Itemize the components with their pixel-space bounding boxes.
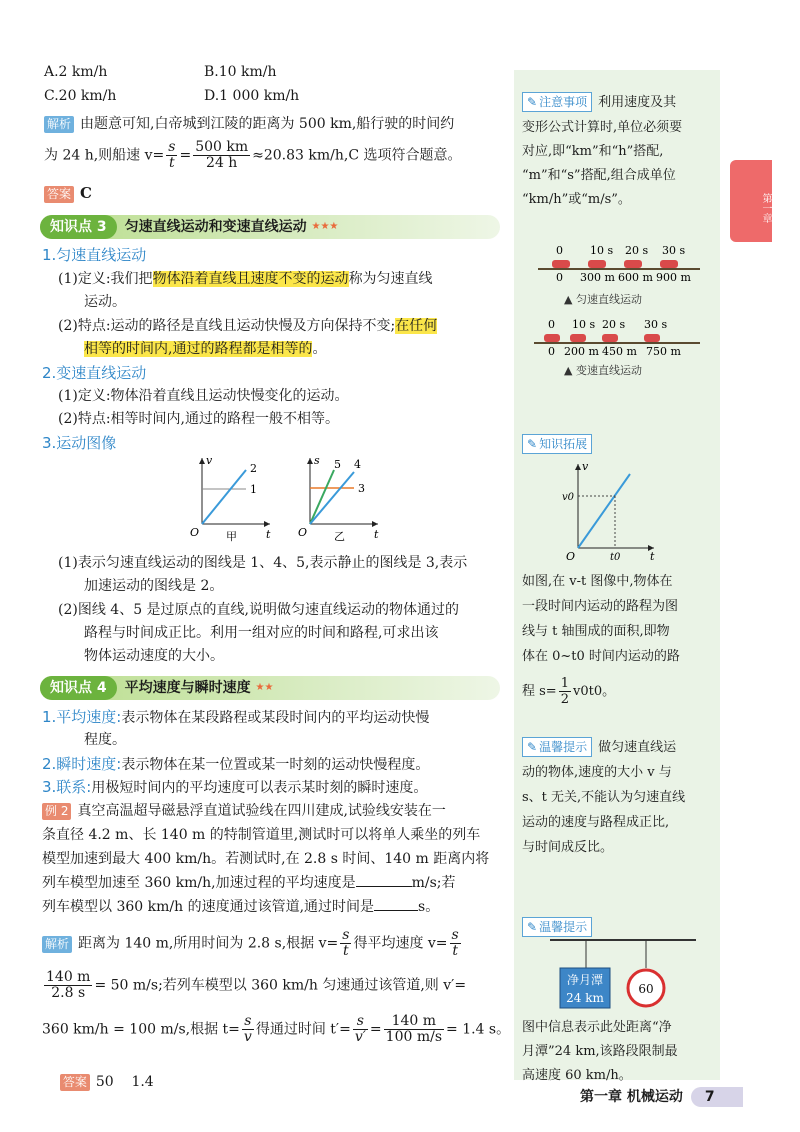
uniform-definition-cont: 运动。 (84, 294, 126, 310)
tip-line-2: 动的物体,速度的大小 v 与 (522, 765, 672, 780)
fraction-s-t-3: $\frac{s}{t}$ (451, 927, 459, 959)
extension-line-2: 一段时间内运动的路程为图 (522, 599, 679, 614)
graph-note-1b: 加速运动的图线是 2。 (84, 578, 224, 594)
svg-text:750 m: 750 m (646, 345, 681, 358)
option-d: D.1 000 km/h (204, 88, 300, 104)
graph-b-y-label: s (314, 454, 320, 467)
svg-text:30 s: 30 s (644, 318, 668, 331)
tip-line-5: 与时间成反比。 (522, 840, 614, 855)
graph-note-2a: (2)图线 4、5 是过原点的直线,说明做匀速直线运动的物体通过的 (58, 602, 459, 618)
svg-text:20 s: 20 s (602, 318, 626, 331)
fraction-140-100: $\frac{140 m}{100 m/s}$ (385, 1013, 443, 1045)
kp3-title: 匀速直线运动和变速直线运动 (124, 219, 307, 235)
tip2-tag-row (522, 916, 598, 939)
uniform-cars (538, 244, 700, 306)
svg-text:0: 0 (556, 271, 563, 284)
kp3-stars: ★★★ (311, 221, 339, 232)
car-icon (544, 334, 560, 342)
graph-a-x-label: t (266, 528, 271, 541)
instant-speed: 2.瞬时速度:表示物体在某一位置或某一时刻的运动快慢程度。 (42, 755, 430, 773)
ext-graph-t0: t0 (610, 552, 621, 563)
heading-motion-graphs: 3.运动图像 (42, 434, 117, 452)
option-b: B.10 km/h (204, 64, 277, 80)
analysis-1-line-1: 解析 由题意可知,白帝城到江陵的距离为 500 km,船行驶的时间约 (44, 113, 454, 133)
graph-b-line4: 4 (354, 458, 361, 471)
option-a: A.2 km/h (44, 64, 108, 80)
fraction-s-t-2: $\frac{s}{t}$ (342, 927, 350, 959)
tip-line-1: ✎ 温馨提示 做匀速直线运 (522, 736, 676, 759)
ext-graph-y-label: v (582, 460, 589, 473)
svg-text:20 s: 20 s (625, 244, 649, 257)
fraction-s-vp: $\frac{s}{v'}$ (354, 1013, 366, 1045)
variable-definition: (1)定义:物体沿着直线且运动快慢变化的运动。 (58, 388, 349, 404)
answer-blank-2 (374, 910, 418, 911)
svg-text:200 m: 200 m (564, 345, 599, 358)
graph-note-1a: (1)表示匀速直线运动的图线是 1、4、5,表示静止的图线是 3,表示 (58, 555, 468, 571)
sign-distance: 24 km (566, 991, 604, 1005)
note-line-4: “m”和“s”搭配,组合成单位 (522, 168, 676, 183)
uniform-feature: (2)特点:运动的路径是直线且运动快慢及方向保持不变;在任何 (58, 318, 438, 334)
graph-b-line3: 3 (358, 482, 365, 495)
tip2-icon: ✎ (527, 920, 538, 934)
note-line-3: 对应,即“km”和“h”搭配, (522, 144, 664, 159)
extension-line-1: 如图,在 v-t 图像中,物体在 (522, 574, 673, 589)
note-tag: ✎ 注意事项 (522, 92, 592, 112)
uniform-feature-cont: 相等的时间内,通过的路程都是相等的。 (84, 341, 327, 357)
svg-text:30 s: 30 s (662, 244, 686, 257)
tip-icon: ✎ (527, 740, 538, 754)
graph-a-caption: 甲 (226, 530, 237, 543)
example-2-line-2: 条直径 4.2 m、长 140 m 的特制管道里,测试时可以将单人乘坐的列车 (42, 827, 481, 843)
svg-text:300 m: 300 m (580, 271, 615, 284)
extension-tag: ✎ 知识拓展 (522, 434, 592, 454)
answer-1: 答案 C (44, 184, 92, 203)
tip2-line-3: 高速度 60 km/h。 (522, 1068, 632, 1083)
note-line-5: “km/h”或“m/s”。 (522, 192, 631, 207)
example-2-line-5: 列车模型以 360 km/h 的速度通过该管道,通过时间是 s。 (42, 899, 440, 915)
svg-text:450 m: 450 m (602, 345, 637, 358)
extension-line-3: 线与 t 轴围成的面积,即物 (522, 624, 670, 639)
graph-b-x-label: t (374, 528, 379, 541)
analysis-tag-2: 解析 (42, 936, 72, 953)
analysis-2-line-1: 解析 距离为 140 m,所用时间为 2.8 s,根据 v= $\frac{s}{t}$ 得平均速度 v= $\frac{s}{t}$ (42, 928, 463, 959)
extension-line-5: 程 s= $\frac{1}{2}$ v0t0。 (522, 676, 616, 707)
car-icon (644, 334, 660, 342)
analysis-2-line-3: 360 km/h = 100 m/s,根据 t= $\frac{s}{v}$ 得通过时间 t′= $\frac{s}{v'}$ = $\frac{140 m}{100 m/s}$ = 1.4 s。 (42, 1013, 511, 1045)
variable-feature: (2)特点:相等时间内,通过的路程一般不相等。 (58, 411, 339, 427)
ext-graph-v0: v0 (562, 492, 575, 503)
car-icon (624, 260, 642, 268)
fraction-s-t: $\frac{s}{t}$ (168, 139, 176, 171)
kp4-stars: ★★ (255, 682, 274, 693)
car-icon (602, 334, 618, 342)
footer-chapter: 第一章 机械运动 (580, 1089, 683, 1105)
fraction-140-28: $\frac{140 m}{2.8 s}$ (46, 969, 91, 1001)
heading-variable-motion: 2.变速直线运动 (42, 364, 147, 382)
variable-caption: ▲ 变速直线运动 (564, 364, 642, 377)
example-tag: 例 2 (42, 803, 71, 820)
tip-line-3: s、t 无关,不能认为匀速直线 (522, 790, 686, 805)
extension-tag-row (522, 433, 598, 456)
svg-text:600 m: 600 m (618, 271, 653, 284)
car-icon (552, 260, 570, 268)
average-speed-cont: 程度。 (84, 732, 126, 748)
svg-text:900 m: 900 m (656, 271, 691, 284)
fraction-s-v: $\frac{s}{v}$ (243, 1013, 252, 1045)
tip2-tag: ✎ 温馨提示 (522, 917, 592, 937)
speed-limit-value: 60 (638, 982, 654, 996)
graph-vt-jia (188, 452, 278, 544)
chapter-tab: 第一章 (730, 160, 772, 242)
note-icon: ✎ (527, 95, 538, 109)
fraction-500-24: $\frac{500 km}{24 h}$ (195, 139, 249, 171)
car-icon (570, 334, 586, 342)
knowledge-point-4-bar (40, 676, 500, 700)
road-sign (548, 938, 698, 1014)
graph-b-origin: O (298, 526, 308, 539)
graph-note-2b: 路程与时间成正比。利用一组对应的时间和路程,可求出该 (84, 625, 439, 641)
answer-blank-1 (356, 886, 412, 887)
graph-a-y-label: v (206, 454, 213, 467)
car-icon (660, 260, 678, 268)
note-line-2: 变形公式计算时,单位必须要 (522, 120, 683, 135)
graph-note-2c: 物体运动速度的大小。 (84, 648, 224, 664)
tip2-line-1: 图中信息表示此处距离“净 (522, 1020, 672, 1035)
analysis-tag: 解析 (44, 116, 74, 133)
svg-text:0: 0 (548, 345, 555, 358)
page-footer (580, 1086, 743, 1107)
answer-2: 答案 50 1.4 (42, 1058, 154, 1107)
average-speed: 1.平均速度:表示物体在某段路程或某段时间内的平均运动快慢 (42, 708, 430, 726)
svg-text:10 s: 10 s (590, 244, 614, 257)
tip-line-4: 运动的速度与路程成正比, (522, 815, 670, 830)
graph-b-line5: 5 (334, 458, 341, 471)
kp4-label: 知识点 4 (40, 676, 117, 700)
answer-tag: 答案 (44, 186, 74, 203)
option-c: C.20 km/h (44, 88, 117, 104)
page-number: 7 (691, 1087, 743, 1107)
graph-b-caption: 乙 (334, 530, 345, 543)
knowledge-point-3-bar (40, 215, 500, 239)
analysis-2-line-2: $\frac{140 m}{2.8 s}$ = 50 m/s;若列车模型以 360 km/h 匀速通过该管道,则 v′= (46, 969, 467, 1001)
extension-line-4: 体在 0~t0 时间内运动的路 (522, 649, 680, 664)
graph-a-line2: 2 (250, 462, 257, 475)
graph-a-origin: O (190, 526, 200, 539)
example-2-line-3: 模型加速到最大 400 km/h。若测试时,在 2.8 s 时间、140 m 距离内将 (42, 851, 490, 867)
kp4-title: 平均速度与瞬时速度 (124, 680, 251, 696)
car-diagram-variable (528, 314, 708, 378)
car-icon (588, 260, 606, 268)
heading-uniform-motion: 1.匀速直线运动 (42, 246, 147, 264)
tip-tag: ✎ 温馨提示 (522, 737, 592, 757)
answer-tag-2: 答案 (60, 1074, 90, 1091)
extension-icon: ✎ (527, 437, 538, 451)
fraction-half: $\frac{1}{2}$ (560, 676, 569, 707)
graph-vt-area (560, 458, 660, 564)
ext-graph-origin: O (566, 550, 576, 563)
uniform-definition: (1)定义:我们把物体沿着直线且速度不变的运动称为匀速直线 (58, 271, 433, 287)
sign-name: 净月潭 (566, 973, 604, 987)
relation: 3.联系:用极短时间内的平均速度可以表示某时刻的瞬时速度。 (42, 778, 428, 796)
kp3-label: 知识点 3 (40, 215, 117, 239)
svg-text:0: 0 (548, 318, 555, 331)
graph-a-line1: 1 (250, 483, 257, 496)
example-2-line-4: 列车模型加速至 360 km/h,加速过程的平均速度是 m/s;若 (42, 875, 456, 891)
ext-graph-x-label: t (650, 550, 655, 563)
tip2-line-2: 月潭”24 km,该路段限制最 (522, 1044, 678, 1059)
analysis-1-line-2: 为 24 h,则船速 v= $\frac{s}{t}$ = $\frac{500 km}{24 h}$ ≈20.83 km/h,C 选项符合题意。 (44, 139, 462, 171)
note-line-1: ✎ 注意事项 利用速度及其 (522, 91, 676, 114)
example-2-line-1: 例 2 真空高温超导磁悬浮直道试验线在四川建成,试验线安装在一 (42, 800, 446, 820)
graph-st-yi (296, 452, 386, 544)
uniform-caption: ▲ 匀速直线运动 (564, 293, 642, 306)
svg-text:10 s: 10 s (572, 318, 596, 331)
svg-text:0: 0 (556, 244, 563, 257)
